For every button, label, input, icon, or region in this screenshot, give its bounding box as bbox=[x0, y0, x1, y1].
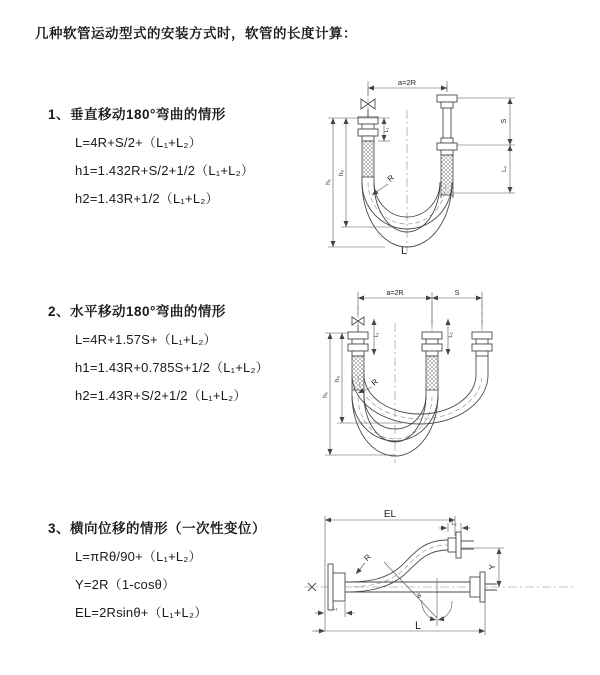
diagram-vertical-180-bend bbox=[300, 60, 555, 260]
angle-arc bbox=[438, 601, 452, 620]
hose-s-curve bbox=[345, 540, 448, 592]
left-flange-fitting bbox=[358, 117, 378, 141]
radius-label-r: R bbox=[369, 377, 380, 388]
dim-label-a2r: a=2R bbox=[386, 290, 404, 297]
right-flange-fitting bbox=[472, 332, 492, 356]
length-label-l: L bbox=[414, 620, 422, 632]
dim-label-a2r: a=2R bbox=[397, 78, 417, 87]
formula-line: h1=1.432R+S/2+1/2（L₁+L₂） bbox=[75, 163, 255, 178]
formula-line: h2=1.43R+S/2+1/2（L₁+L₂） bbox=[75, 388, 247, 403]
formula-line: Y=2R（1-cosθ） bbox=[75, 577, 176, 592]
leg-centerline bbox=[358, 303, 482, 331]
hose-u-bend bbox=[362, 177, 453, 247]
braided-hose-section bbox=[362, 141, 374, 177]
dim-label-s: S bbox=[454, 290, 460, 297]
dim-label-h1: h₁ bbox=[325, 179, 332, 185]
section-heading: 2、水平移动180°弯曲的情形 bbox=[48, 304, 226, 319]
formula-list bbox=[48, 129, 254, 213]
left-flange-fitting bbox=[348, 332, 368, 356]
dim-label-l2: L₂ bbox=[448, 332, 454, 338]
dim-label-h2: h₂ bbox=[334, 375, 341, 383]
dim-label-h1: h₁ bbox=[322, 392, 329, 398]
formula-list bbox=[48, 543, 266, 627]
formula-line: L=4R+1.57S+（L₁+L₂） bbox=[75, 332, 217, 347]
formula-line: EL=2Rsinθ+（L₁+L₂） bbox=[75, 605, 208, 620]
middle-flange-fitting bbox=[422, 332, 442, 356]
angle-construction-lines bbox=[384, 562, 437, 626]
upper-right-flange-fitting bbox=[448, 532, 474, 558]
dim-label-l2: L₂ bbox=[502, 166, 508, 172]
dim-label-el: EL bbox=[383, 509, 397, 520]
radius-label-r: R bbox=[385, 173, 396, 184]
section-lateral-displacement bbox=[48, 520, 266, 627]
formula-line: h2=1.43R+1/2（L₁+L₂） bbox=[75, 191, 219, 206]
length-label-l: L bbox=[400, 245, 408, 257]
braided-hose-section bbox=[426, 356, 438, 390]
braided-hose-section bbox=[352, 356, 364, 390]
section-heading: 1、垂直移动180°弯曲的情形 bbox=[48, 107, 226, 122]
dim-label-h2: h₂ bbox=[338, 169, 345, 177]
dim-label-l1: L₁ bbox=[374, 332, 380, 338]
formula-line: h1=1.43R+0.785S+1/2（L₁+L₂） bbox=[75, 360, 269, 375]
right-flange-fitting bbox=[437, 95, 457, 155]
section-heading: 3、横向位移的情形（一次性变位） bbox=[48, 521, 267, 536]
leg-centerline bbox=[368, 86, 447, 116]
dim-label-l2: L₂ bbox=[451, 521, 457, 527]
section-vertical-bend bbox=[48, 106, 254, 213]
angle-arc bbox=[422, 600, 436, 620]
right-hose-leg bbox=[476, 356, 488, 375]
diagram-lateral-displacement bbox=[298, 498, 593, 648]
page-title: 几种软管运动型式的安装方式时，软管的长度计算： bbox=[35, 26, 357, 41]
radius-label-r: R bbox=[362, 552, 373, 563]
dim-label-l1: L₁ bbox=[384, 127, 390, 133]
dim-label-y: Y bbox=[488, 564, 497, 570]
formula-line: L=4R+S/2+（L₁+L₂） bbox=[75, 135, 202, 150]
left-flange-fitting bbox=[328, 564, 345, 610]
formula-list bbox=[48, 326, 269, 410]
dim-label-l1: L₁ bbox=[332, 606, 338, 612]
section-horizontal-bend bbox=[48, 303, 269, 410]
diagram-horizontal-180-bend bbox=[292, 275, 562, 470]
formula-line: L=πRθ/90+（L₁+L₂） bbox=[75, 549, 202, 564]
angle-label-theta: θ bbox=[417, 593, 421, 600]
dim-label-s: S bbox=[501, 118, 508, 124]
